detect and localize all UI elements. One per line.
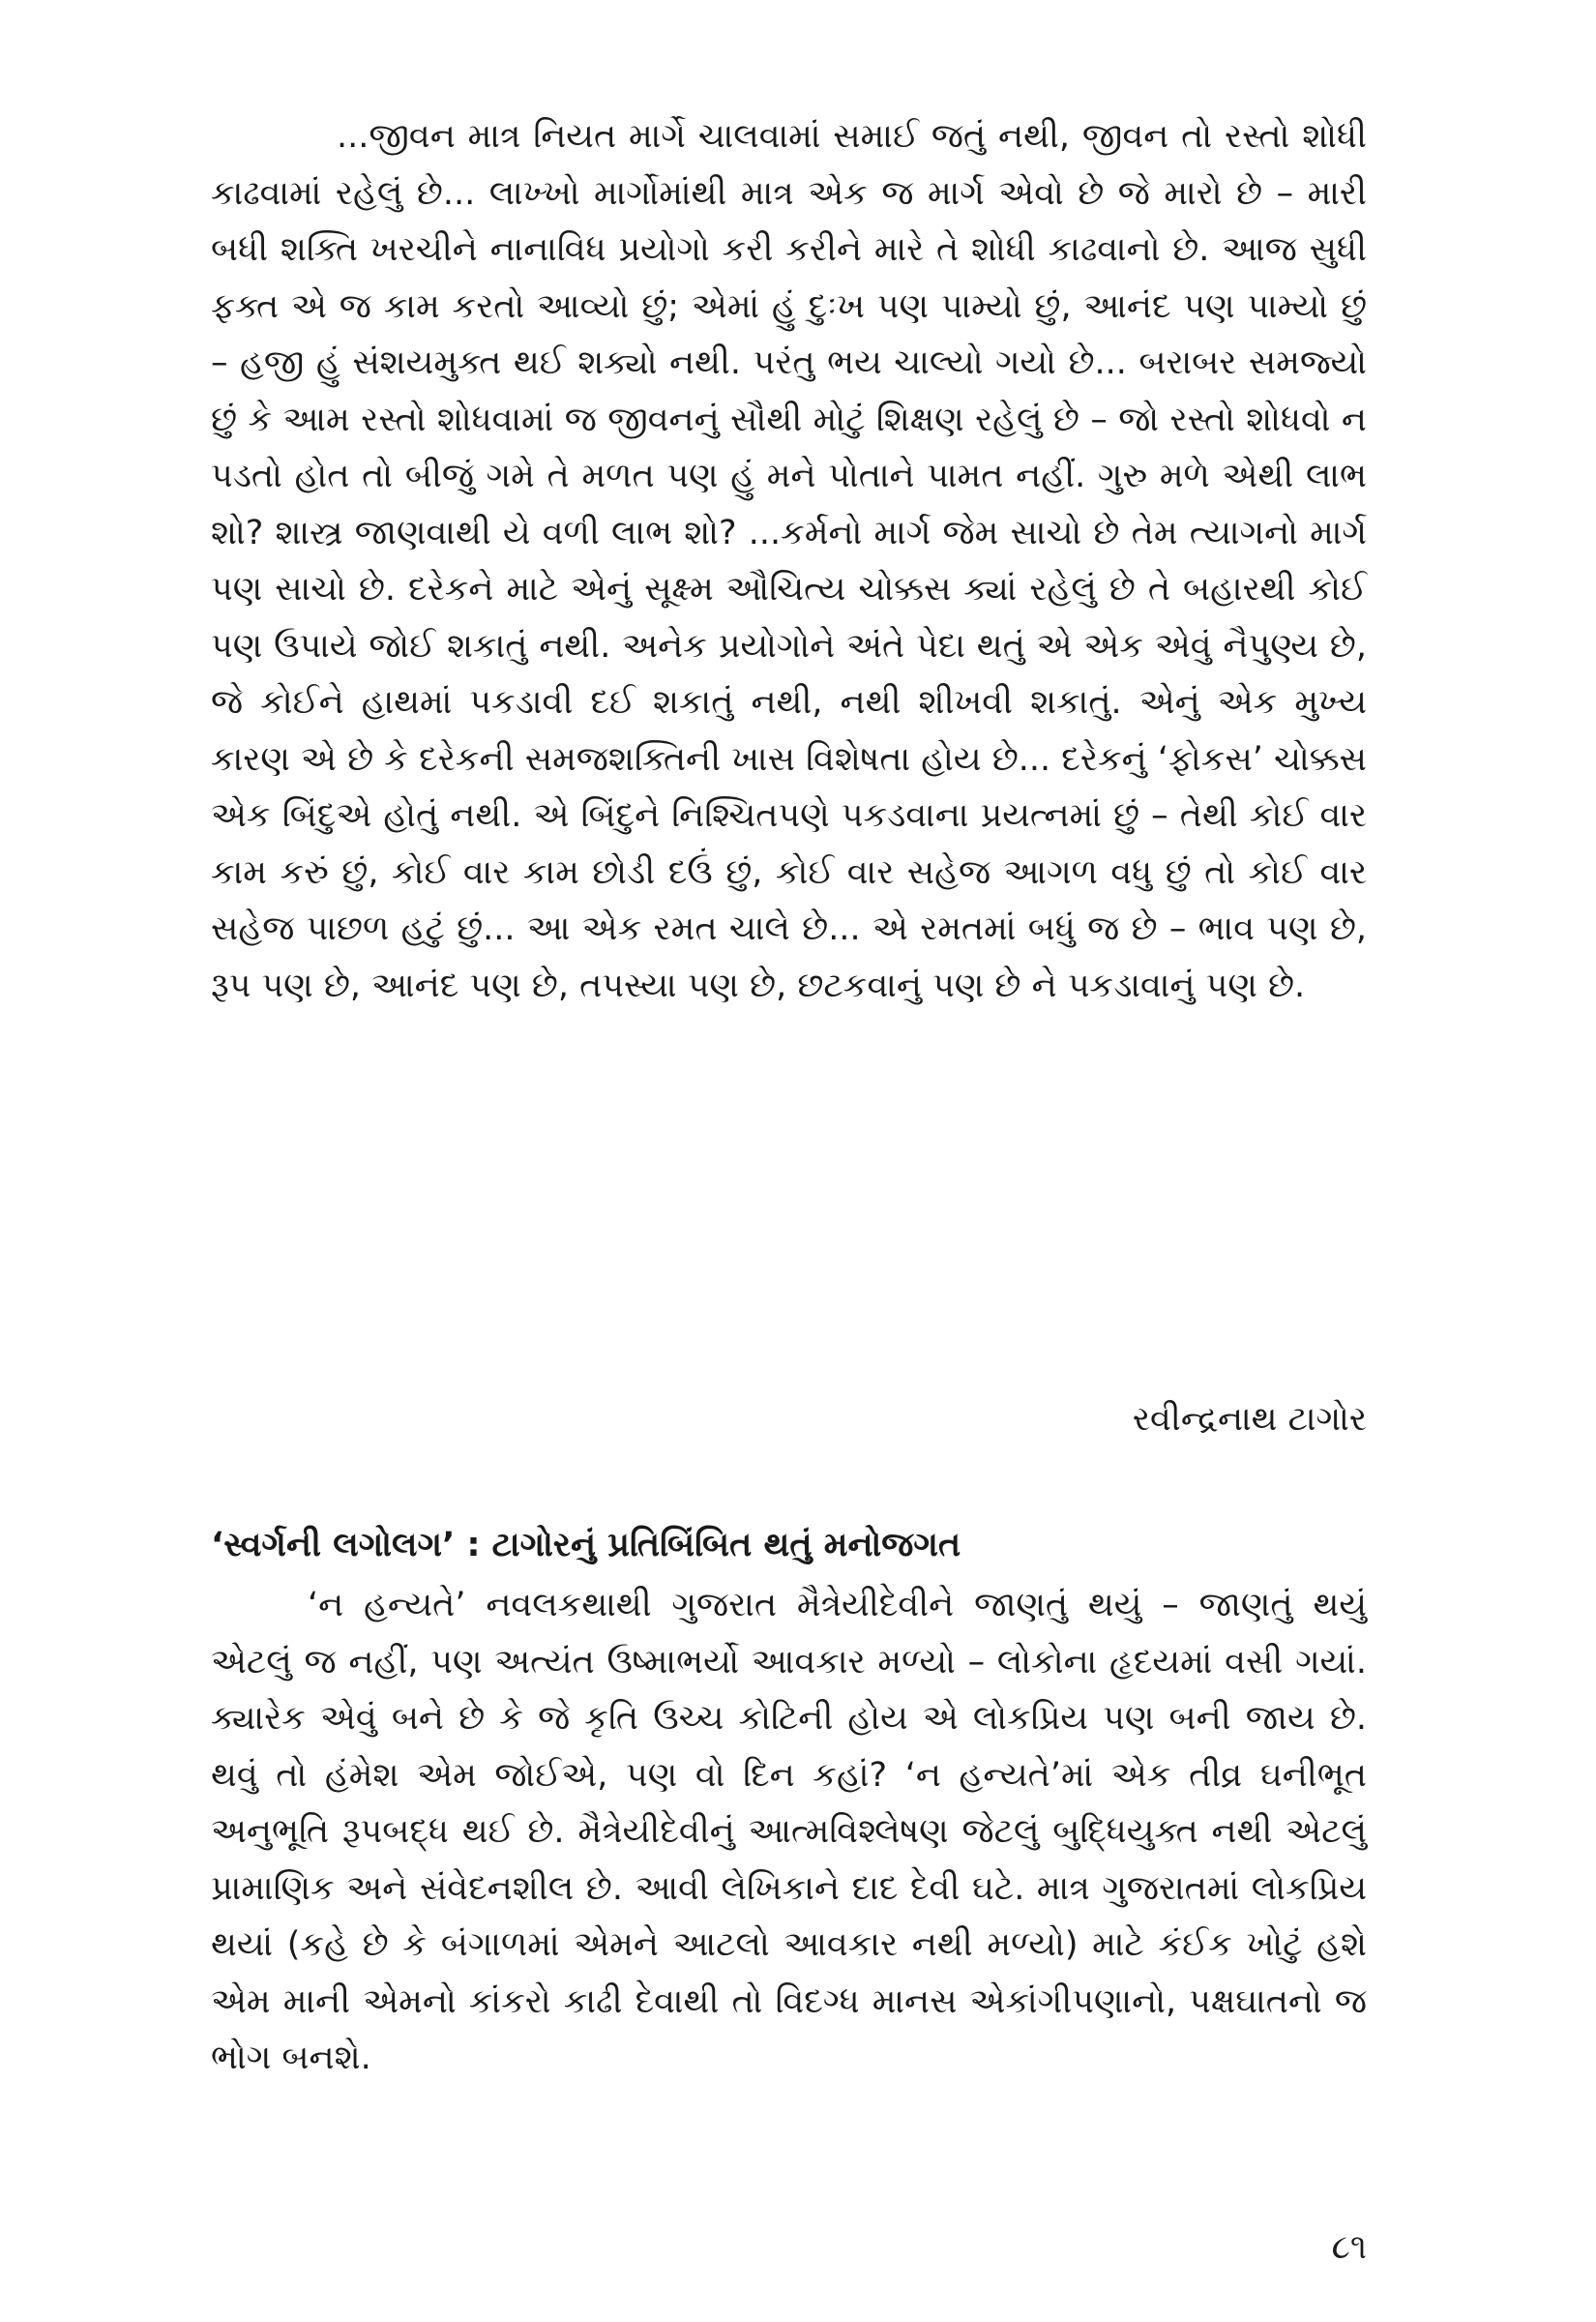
page-number: ૮૧: [1331, 2228, 1367, 2267]
tagore-quote: [211, 108, 1367, 1014]
essay-body: [211, 1577, 1367, 2087]
section-heading: ‘સ્વર્ગની લગોલગ’ : ટાગોરનું પ્રતિબિંબિત થતું મનોજગત: [211, 1526, 961, 1564]
quote-attribution: રવીન્દ્રનાથ ટાગોર: [1132, 1400, 1367, 1439]
essay-paragraph: ‘ન હન્યતે’ નવલકથાથી ગુજરાત મૈત્રેયીદેવીને જાણતું થયું – જાણતું થયું એટલું જ નહીં, પણ અત્યંત ઉષ્માભર્યો આવકાર મળ્યો – લોકોના હૃદયમાં વસી ગયાં. ક્યારેક એવું બને છે કે જે કૃતિ ઉચ્ચ કોટિની હોય એ લોકપ્રિય પણ બની જાય છે. થવું તો હંમેશ એમ જોઈએ, પણ વો દિન કહાં? ‘ન હન્યતે’માં એક તીવ્ર ઘનીભૂત અનુભૂતિ રૂપબદ્ધ થઈ છે. મૈત્રેયીદેવીનું આત્મવિશ્લેષણ જેટલું બુદ્ધિયુક્ત નથી એટલું પ્રામાણિક અને સંવેદનશીલ છે. આવી લેખિકાને દાદ દેવી ઘટે. માત્ર ગુજરાતમાં લોકપ્રિય થયાં (કહે છે કે બંગાળમાં એમને આટલો આવકાર નથી મળ્યો) માટે કંઈક ખોટું હશે એમ માની એમનો કાંકરો કાઢી દેવાથી તો વિદગ્ધ માનસ એકાંગીપણાનો, પક્ષઘાતનો જ ભોગ બનશે.: [211, 1586, 1367, 2077]
quote-paragraph: ...જીવન માત્ર નિયત માર્ગે ચાલવામાં સમાઈ જતું નથી, જીવન તો રસ્તો શોધી કાઢવામાં રહેલું છે... લાખ્ખો માર્ગોમાંથી માત્ર એક જ માર્ગ એવો છે જે મારો છે – મારી બધી શક્તિ ખરચીને નાનાવિધ પ્રયોગો કરી કરીને મારે તે શોધી કાઢવાનો છે. આજ સુધી ફક્ત એ જ કામ કરતો આવ્યો છું; એમાં હું દુઃખ પણ પામ્યો છું, આનંદ પણ પામ્યો છું – હજી હું સંશયમુક્ત થઈ શક્યો નથી. પરંતુ ભય ચાલ્યો ગયો છે... બરાબર સમજ્યો છું કે આમ રસ્તો શોધવામાં જ જીવનનું સૌથી મોટું શિક્ષણ રહેલું છે – જો રસ્તો શોધવો ન પડતો હોત તો બીજું ગમે તે મળત પણ હું મને પોતાને પામત નહીં. ગુરુ મળે એથી લાભ શો? શાસ્ત્ર જાણવાથી યે વળી લાભ શો? ...કર્મનો માર્ગ જેમ સાચો છે તેમ ત્યાગનો માર્ગ પણ સાચો છે. દરેકને માટે એનું સૂક્ષ્મ ઔચિત્ય ચોક્કસ ક્યાં રહેલું છે તે બહારથી કોઈ પણ ઉપાયે જોઈ શકાતું નથી. અનેક પ્રયોગોને અંતે પેદા થતું એ એક એવું નૈપુણ્ય છે, જે કોઈને હાથમાં પકડાવી દઈ શકાતું નથી, નથી શીખવી શકાતું. એનું એક મુખ્ય કારણ એ છે કે દરેકની સમજશક્તિની ખાસ વિશેષતા હોય છે... દરેકનું ‘ફોકસ’ ચોક્કસ એક બિંદુએ હોતું નથી. એ બિંદુને નિશ્ચિતપણે પકડવાના પ્રયત્નમાં છું – તેથી કોઈ વાર કામ કરું છું, કોઈ વાર કામ છોડી દઉં છું, કોઈ વાર સહેજ આગળ વધુ છું તો કોઈ વાર સહેજ પાછળ હટું છું... આ એક રમત ચાલે છે... એ રમતમાં બધું જ છે – ભાવ પણ છે, રૂપ પણ છે, આનંદ પણ છે, તપસ્યા પણ છે, છટકવાનું પણ છે ને પકડાવાનું પણ છે.: [211, 117, 1367, 1005]
